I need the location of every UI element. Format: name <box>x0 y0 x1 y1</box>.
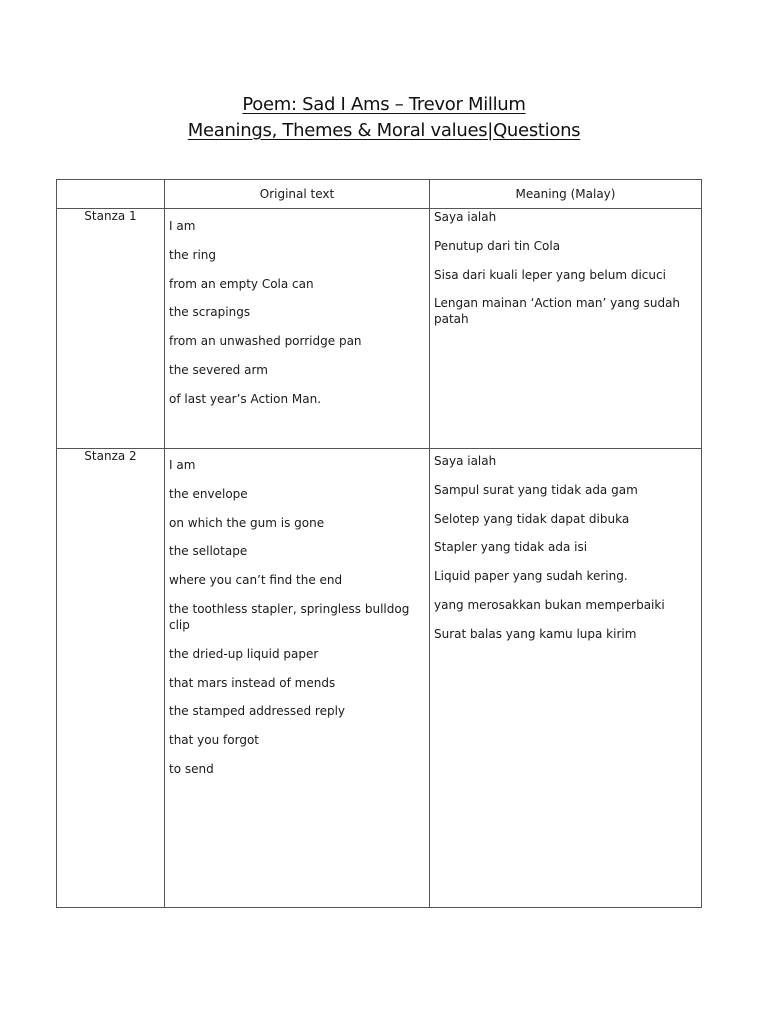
header-meaning-malay: Meaning (Malay) <box>430 180 702 209</box>
table-row-stanza-1 <box>57 209 702 449</box>
original-line: to send <box>169 761 214 776</box>
meaning-line: Saya ialah <box>434 210 497 224</box>
page-title: Poem: Sad I Ams – Trevor Millum <box>242 94 526 115</box>
meaning-line: Liquid paper yang sudah kering. <box>434 569 628 584</box>
original-line: from an unwashed porridge pan <box>169 334 362 349</box>
original-line: the toothless stapler, springless bulldog clip <box>169 601 410 632</box>
original-line: from an empty Cola can <box>169 276 314 291</box>
original-line: I am <box>169 219 196 233</box>
meaning-cell <box>430 209 702 449</box>
original-line: the dried-up liquid paper <box>169 646 319 661</box>
meaning-line: Sampul surat yang tidak ada gam <box>434 482 638 497</box>
original-line: the severed arm <box>169 362 268 377</box>
meaning-line: Sisa dari kuali leper yang belum dicuci <box>434 267 666 282</box>
meaning-line: Lengan mainan ‘Action man’ yang sudah patah <box>434 296 681 327</box>
original-line: the sellotape <box>169 544 248 559</box>
header-cell-blank <box>57 180 165 209</box>
page-subtitle: Meanings, Themes & Moral values|Questions <box>187 120 581 141</box>
original-line: on which the gum is gone <box>169 515 325 530</box>
stanza-label: Stanza 2 <box>57 449 165 908</box>
meaning-line: yang merosakkan bukan memperbaiki <box>434 597 665 612</box>
table-header-row <box>57 180 702 209</box>
poem-table <box>56 179 702 908</box>
original-line: I am <box>169 458 196 472</box>
meaning-line: Saya ialah <box>434 454 497 468</box>
original-line: where you can’t find the end <box>169 573 343 588</box>
meaning-line: Surat balas yang kamu lupa kirim <box>434 626 637 641</box>
meaning-cell <box>430 449 702 908</box>
original-line: the envelope <box>169 486 248 501</box>
stanza-label: Stanza 1 <box>57 209 165 449</box>
original-text-cell <box>165 209 430 449</box>
meaning-line: Selotep yang tidak dapat dibuka <box>434 511 630 526</box>
original-line: the ring <box>169 247 216 262</box>
original-line: that mars instead of mends <box>169 675 336 690</box>
table-row-stanza-2 <box>57 449 702 908</box>
original-text-cell <box>165 449 430 908</box>
original-line: that you forgot <box>169 733 259 748</box>
meaning-line: Penutup dari tin Cola <box>434 238 561 253</box>
header-original-text: Original text <box>165 180 430 209</box>
original-line: the stamped addressed reply <box>169 704 346 719</box>
original-line: the scrapings <box>169 305 251 320</box>
meaning-line: Stapler yang tidak ada isi <box>434 540 588 555</box>
original-line: of last year’s Action Man. <box>169 391 322 406</box>
